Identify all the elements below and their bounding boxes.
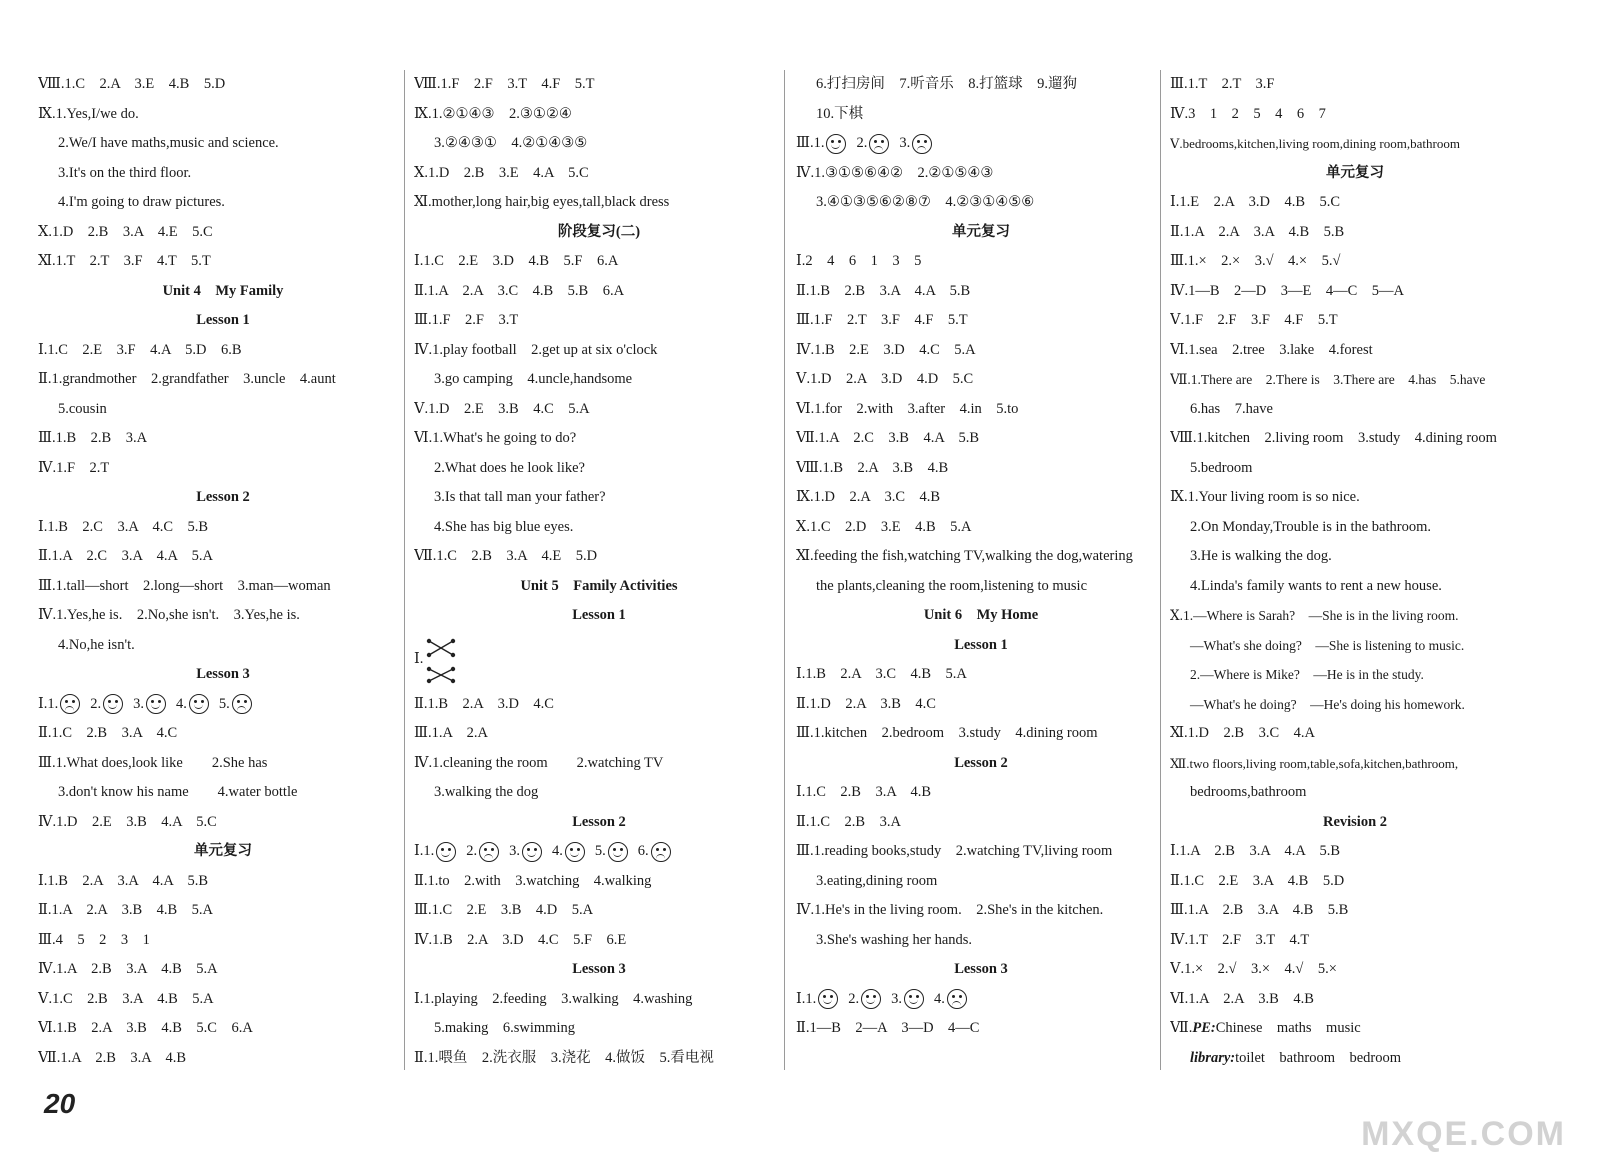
sad-face-icon <box>232 694 252 714</box>
answer-line: Ⅸ.1.②①④③ 2.③①②④ <box>414 105 572 122</box>
answer-line: Ⅰ.1.B 2.A 3.A 4.A 5.B <box>38 872 209 889</box>
answer-line: Ⅳ.1.③①⑤⑥④② 2.②①⑤④③ <box>796 164 994 181</box>
answer-line: Ⅰ.1.B 2.C 3.A 4.C 5.B <box>38 518 209 535</box>
answer-line: 3.Is that tall man your father? <box>434 489 606 505</box>
item-number: 2. <box>90 695 102 712</box>
answer-line: Ⅱ.1.C 2.E 3.A 4.B 5.D <box>1170 872 1345 889</box>
face-answer-line <box>796 129 1166 159</box>
answer-line: Ⅱ.1.B 2.B 3.A 4.A 5.B <box>796 282 971 299</box>
answer-line: Ⅱ.1.B 2.A 3.D 4.C <box>414 695 554 712</box>
answer-line: Ⅳ.1.Yes,he is. 2.No,she isn't. 3.Yes,he is. <box>38 607 300 623</box>
answer-line: Ⅹ.1.—Where is Sarah? —She is in the living room. <box>1170 608 1459 623</box>
section-heading: 单元复习 <box>1326 164 1384 181</box>
answer-line: Ⅲ.1.F 2.T 3.F 4.F 5.T <box>796 312 968 328</box>
answer-line: 3.②④③① 4.②①④③⑤ <box>434 135 588 151</box>
answer-line: 5.bedroom <box>1190 459 1253 476</box>
lesson-heading: Lesson 1 <box>572 607 626 623</box>
item-label: Ⅰ.1. <box>38 695 59 712</box>
answer-line: Ⅲ.1.F 2.F 3.T <box>414 312 519 328</box>
answer-line: Ⅷ.1.F 2.F 3.T 4.F 5.T <box>414 76 595 92</box>
answer-line: Ⅱ.1.to 2.with 3.watching 4.walking <box>414 872 652 889</box>
answer-line: Ⅳ.1—B 2—D 3—E 4—C 5—A <box>1170 282 1405 299</box>
answer-line: Ⅰ.1.C 2.B 3.A 4.B <box>796 784 932 800</box>
answer-line: Ⅴ.1.D 2.A 3.D 4.D 5.C <box>796 371 974 387</box>
answer-line: 3.walking the dog <box>434 784 539 800</box>
answer-line: 4.No,he isn't. <box>58 636 135 653</box>
answer-line: Ⅶ.1.There are 2.There is 3.There are 4.has 5.have <box>1170 372 1486 387</box>
face-answer-line <box>414 837 784 867</box>
happy-face-icon <box>818 989 838 1009</box>
answer-line: Ⅳ.1.T 2.F 3.T 4.T <box>1170 931 1310 948</box>
answer-line: Ⅰ.1.A 2.B 3.A 4.A 5.B <box>1170 843 1341 859</box>
category-items: Chinese maths music <box>1215 1020 1361 1036</box>
answer-line: bedrooms,bathroom <box>1190 784 1307 800</box>
answer-line: Ⅳ.1.D 2.E 3.B 4.A 5.C <box>38 813 217 830</box>
answer-line: Ⅸ.1.Yes,I/we do. <box>38 105 139 122</box>
item-number: 6. <box>637 843 649 859</box>
lesson-heading: Lesson 3 <box>196 666 250 682</box>
answer-line: Ⅳ.3 1 2 5 4 6 7 <box>1170 105 1326 122</box>
answer-line: Ⅴ.1.F 2.F 3.F 4.F 5.T <box>1170 312 1338 328</box>
page-number: 20 <box>44 1088 76 1119</box>
answer-line: 2.—Where is Mike? —He is in the study. <box>1190 667 1424 682</box>
answer-line: Ⅺ.feeding the fish,watching TV,walking the dog,watering <box>796 548 1133 564</box>
answer-line: Ⅶ.1.C 2.B 3.A 4.E 5.D <box>414 548 598 564</box>
item-number: 4. <box>175 695 187 712</box>
answer-line: 3.It's on the third floor. <box>58 164 192 181</box>
answer-line: Ⅸ.1.Your living room is so nice. <box>1170 489 1360 505</box>
item-number: 3. <box>133 695 144 712</box>
sad-face-icon <box>651 842 671 862</box>
matching-lines-icon <box>423 635 463 685</box>
answer-line: 2.What does he look like? <box>434 459 585 476</box>
answer-line: Ⅷ.1.B 2.A 3.B 4.B <box>796 459 949 476</box>
answer-line: Ⅶ.1.A 2.B 3.A 4.B <box>38 1049 187 1066</box>
category-label: library: <box>1190 1049 1236 1066</box>
happy-face-icon <box>146 694 166 714</box>
answer-line: Ⅲ.1.tall—short 2.long—short 3.man—woman <box>38 577 331 594</box>
answer-column-3 <box>796 70 1166 1044</box>
happy-face-icon <box>608 842 628 862</box>
answer-line: 2.We/I have maths,music and science. <box>58 135 279 151</box>
answer-line: Ⅱ.1.A 2.C 3.A 4.A 5.A <box>38 548 214 564</box>
section-heading: 阶段复习(二) <box>557 223 641 240</box>
answer-line: Ⅰ.1.B 2.A 3.C 4.B 5.A <box>796 666 967 682</box>
happy-face-icon <box>103 694 123 714</box>
answer-line: Ⅵ.1.B 2.A 3.B 4.B 5.C 6.A <box>38 1020 253 1036</box>
answer-line: Ⅸ.1.D 2.A 3.C 4.B <box>796 489 941 505</box>
answer-line: Ⅱ.1.喂鱼 2.洗衣服 3.浇花 4.做饭 5.看电视 <box>414 1049 714 1066</box>
item-label: Ⅰ. <box>414 651 424 668</box>
section-heading: 单元复习 <box>194 843 252 859</box>
answer-line: Ⅲ.1.C 2.E 3.B 4.D 5.A <box>414 902 594 918</box>
item-number: 3. <box>891 990 902 1007</box>
answer-line: Ⅱ.1.C 2.B 3.A <box>796 813 901 830</box>
answer-line: Ⅷ.1.kitchen 2.living room 3.study 4.dining room <box>1170 430 1497 446</box>
answer-line: 6.has 7.have <box>1190 400 1273 417</box>
column-divider <box>784 70 785 1070</box>
sad-face-icon <box>60 694 80 714</box>
answer-line: Ⅰ.1.playing 2.feeding 3.walking 4.washing <box>414 990 693 1007</box>
item-number: 3. <box>899 135 911 151</box>
answer-line: Ⅱ.1—B 2—A 3—D 4—C <box>796 1020 980 1036</box>
answer-line: Ⅹ.1.D 2.B 3.E 4.A 5.C <box>414 164 589 181</box>
category-items: toilet bathroom bedroom <box>1235 1049 1402 1066</box>
answer-line: Ⅰ.2 4 6 1 3 5 <box>796 253 922 269</box>
answer-line: Ⅴ.bedrooms,kitchen,living room,dining room,bathroom <box>1170 136 1460 151</box>
watermark: MXQE.COM <box>1361 1115 1566 1153</box>
answer-line: Ⅲ.1.T 2.T 3.F <box>1170 76 1275 92</box>
answer-line: Ⅺ.mother,long hair,big eyes,tall,black dress <box>414 194 670 210</box>
answer-line: Ⅴ.1.C 2.B 3.A 4.B 5.A <box>38 990 214 1007</box>
answer-line: Ⅳ.1.cleaning the room 2.watching TV <box>414 754 664 771</box>
item-number: 5. <box>218 695 230 712</box>
sad-face-icon <box>479 842 499 862</box>
section-heading: Revision 2 <box>1322 813 1388 830</box>
answer-line: 4.I'm going to draw pictures. <box>58 194 225 210</box>
answer-line: Ⅱ.1.A 2.A 3.A 4.B 5.B <box>1170 223 1345 240</box>
answer-line: Ⅰ.1.C 2.E 3.D 4.B 5.F 6.A <box>414 253 619 269</box>
happy-face-icon <box>522 842 542 862</box>
lesson-heading: Lesson 2 <box>572 813 626 830</box>
answer-line: Ⅱ.1.D 2.A 3.B 4.C <box>796 695 936 712</box>
unit-heading: Unit 6 My Home <box>923 607 1039 623</box>
happy-face-icon <box>436 842 456 862</box>
answer-line: 3.don't know his name 4.water bottle <box>58 784 298 800</box>
answer-line: Ⅲ.1.What does,look like 2.She has <box>38 754 268 771</box>
answer-line: Ⅳ.1.He's in the living room. 2.She's in the kitchen. <box>796 902 1104 918</box>
unit-heading: Unit 4 My Family <box>162 282 284 299</box>
answer-line <box>1170 1014 1540 1044</box>
answer-line: 3.eating,dining room <box>816 872 938 889</box>
answer-line: Ⅴ.1.D 2.E 3.B 4.C 5.A <box>414 400 590 417</box>
item-label: Ⅰ.1. <box>796 990 817 1007</box>
item-number: 4. <box>551 843 563 859</box>
answer-line: Ⅹ.1.D 2.B 3.A 4.E 5.C <box>38 223 213 240</box>
answer-line: Ⅳ.1.F 2.T <box>38 459 110 476</box>
answer-line: Ⅱ.1.C 2.B 3.A 4.C <box>38 725 178 741</box>
item-number: 2. <box>466 843 478 859</box>
answer-line: Ⅵ.1.What's he going to do? <box>414 430 577 446</box>
answer-line <box>1170 1044 1540 1074</box>
answer-line: Ⅲ.4 5 2 3 1 <box>38 931 150 948</box>
happy-face-icon <box>189 694 209 714</box>
answer-line: 3.She's washing her hands. <box>816 931 973 948</box>
item-number: 2. <box>856 135 868 151</box>
answer-line: Ⅺ.1.T 2.T 3.F 4.T 5.T <box>38 253 211 269</box>
answer-line: Ⅲ.1.B 2.B 3.A <box>38 430 148 446</box>
lesson-heading: Lesson 3 <box>572 961 626 977</box>
answer-line: 4.She has big blue eyes. <box>434 518 574 535</box>
answer-line: 3.He is walking the dog. <box>1190 548 1332 564</box>
answer-line: —What's he doing? —He's doing his homework. <box>1190 696 1465 712</box>
sad-face-icon <box>947 989 967 1009</box>
lesson-heading: Lesson 3 <box>954 961 1008 977</box>
face-answer-line <box>38 690 408 720</box>
answer-line: Ⅲ.1.A 2.B 3.A 4.B 5.B <box>1170 902 1349 918</box>
answer-line: Ⅲ.1.reading books,study 2.watching TV,living room <box>796 843 1113 859</box>
sad-face-icon <box>869 134 889 154</box>
answer-line: 3.④①③⑤⑥②⑧⑦ 4.②③①④⑤⑥ <box>816 194 1035 210</box>
answer-line: Ⅰ.1.C 2.E 3.F 4.A 5.D 6.B <box>38 341 242 358</box>
answer-line: Ⅲ.1.× 2.× 3.√ 4.× 5.√ <box>1170 253 1341 269</box>
answer-line: 5.cousin <box>58 400 107 417</box>
happy-face-icon <box>861 989 881 1009</box>
answer-line: Ⅴ.1.× 2.√ 3.× 4.√ 5.× <box>1170 961 1337 977</box>
item-number: 4. <box>933 990 945 1007</box>
answer-column-4 <box>1170 70 1540 1073</box>
answer-line: Ⅳ.1.B 2.E 3.D 4.C 5.A <box>796 341 976 358</box>
lesson-heading: Lesson 1 <box>954 636 1008 653</box>
category-label: PE: <box>1192 1020 1216 1036</box>
answer-line: Ⅷ.1.C 2.A 3.E 4.B 5.D <box>38 76 226 92</box>
answer-line: Ⅰ.1.E 2.A 3.D 4.B 5.C <box>1170 194 1341 210</box>
answer-column-2 <box>414 70 784 1073</box>
happy-face-icon <box>826 134 846 154</box>
section-heading: 单元复习 <box>952 223 1010 240</box>
answer-line: 2.On Monday,Trouble is in the bathroom. <box>1190 518 1431 535</box>
answer-line: Ⅳ.1.B 2.A 3.D 4.C 5.F 6.E <box>414 931 627 948</box>
happy-face-icon <box>904 989 924 1009</box>
answer-line: Ⅵ.1.for 2.with 3.after 4.in 5.to <box>796 400 1019 417</box>
answer-line: 10.下棋 <box>816 105 864 122</box>
answer-line: Ⅻ.two floors,living room,table,sofa,kitchen,bathroom, <box>1170 755 1459 771</box>
item-number: 2. <box>848 990 860 1007</box>
answer-line: 5.making 6.swimming <box>434 1020 575 1036</box>
answer-line: the plants,cleaning the room,listening to music <box>816 577 1088 594</box>
answer-line: 3.go camping 4.uncle,handsome <box>434 371 633 387</box>
item-label: Ⅶ. <box>1170 1020 1193 1036</box>
face-answer-line <box>796 985 1166 1015</box>
answer-line: Ⅲ.1.A 2.A <box>414 725 489 741</box>
item-label: Ⅲ.1. <box>796 135 825 151</box>
answer-line: Ⅱ.1.grandmother 2.grandfather 3.uncle 4.aunt <box>38 371 336 387</box>
lesson-heading: Lesson 1 <box>196 312 250 328</box>
answer-line: Ⅺ.1.D 2.B 3.C 4.A <box>1170 725 1315 741</box>
unit-heading: Unit 5 Family Activities <box>520 577 678 594</box>
answer-line: Ⅵ.1.A 2.A 3.B 4.B <box>1170 990 1314 1007</box>
happy-face-icon <box>565 842 585 862</box>
matching-answer <box>414 631 784 690</box>
sad-face-icon <box>912 134 932 154</box>
answer-line: Ⅳ.1.play football 2.get up at six o'clock <box>414 341 658 358</box>
lesson-heading: Lesson 2 <box>954 754 1008 771</box>
answer-line: Ⅲ.1.kitchen 2.bedroom 3.study 4.dining room <box>796 725 1098 741</box>
answer-line: Ⅳ.1.A 2.B 3.A 4.B 5.A <box>38 961 218 977</box>
item-number: 3. <box>509 843 520 859</box>
item-label: Ⅰ.1. <box>414 843 435 859</box>
lesson-heading: Lesson 2 <box>196 489 250 505</box>
answer-line: Ⅹ.1.C 2.D 3.E 4.B 5.A <box>796 518 972 535</box>
answer-line: Ⅵ.1.sea 2.tree 3.lake 4.forest <box>1170 341 1373 358</box>
answer-line: Ⅱ.1.A 2.A 3.B 4.B 5.A <box>38 902 214 918</box>
answer-column-1 <box>38 70 408 1073</box>
item-number: 5. <box>594 843 606 859</box>
answer-line: —What's she doing? —She is listening to music. <box>1190 637 1465 653</box>
answer-line: 6.打扫房间 7.听音乐 8.打篮球 9.遛狗 <box>816 76 1077 92</box>
answer-line: 4.Linda's family wants to rent a new house. <box>1190 577 1442 594</box>
answer-line: Ⅱ.1.A 2.A 3.C 4.B 5.B 6.A <box>414 282 625 299</box>
answer-line: Ⅶ.1.A 2.C 3.B 4.A 5.B <box>796 430 980 446</box>
